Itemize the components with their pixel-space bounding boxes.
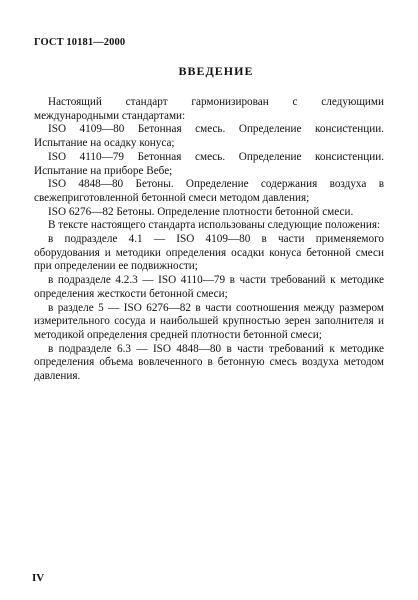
paragraph-iso-4848: ISO 4848—80 Бетоны. Определение содержания воздуха в свежеприготовленной бетонной смеси методом давления; bbox=[34, 178, 384, 204]
document-body bbox=[34, 96, 384, 384]
page-title: ВВЕДЕНИЕ bbox=[178, 64, 254, 78]
document-code: ГОСТ 10181—2000 bbox=[34, 37, 126, 48]
page-number: IV bbox=[32, 572, 45, 584]
paragraph-subsection-4-2-3: в подразделе 4.2.3 — ISO 4110—79 в части требований к методике определения жесткости бетонной смеси; bbox=[34, 274, 384, 300]
paragraph-subsection-6-3: в подразделе 6.3 — ISO 4848—80 в части требований к методике определения объема вовлеченного в бетонную смесь воздуха методом давления. bbox=[34, 342, 384, 383]
paragraph-iso-4109: ISO 4109—80 Бетонная смесь. Определение консистенции. Испытание на осадку конуса; bbox=[34, 123, 384, 150]
paragraph-subsection-4-1: в подразделе 4.1 — ISO 4109—80 в части применяемого оборудования и методики определения осадки конуса бетонной смеси при определении ее подвижности; bbox=[34, 233, 384, 273]
paragraph-provisions-intro: В тексте настоящего стандарта использованы следующие положения: bbox=[48, 219, 381, 232]
paragraph-iso-6276: ISO 6276—82 Бетоны. Определение плотности бетонной смеси. bbox=[48, 205, 354, 218]
paragraph-iso-4110: ISO 4110—79 Бетонная смесь. Определение консистенции. Испытание на приборе Вебе; bbox=[34, 150, 384, 177]
paragraph-section-5: в разделе 5 — ISO 6276—82 в части соотношения между размером измерительного сосуда и наибольшей крупностью зерен заполнителя и методикой определения средней плотности бетонной смеси; bbox=[34, 301, 384, 341]
paragraph-intro: Настоящий стандарт гармонизирован с следующими международными стандартами: bbox=[34, 96, 384, 122]
